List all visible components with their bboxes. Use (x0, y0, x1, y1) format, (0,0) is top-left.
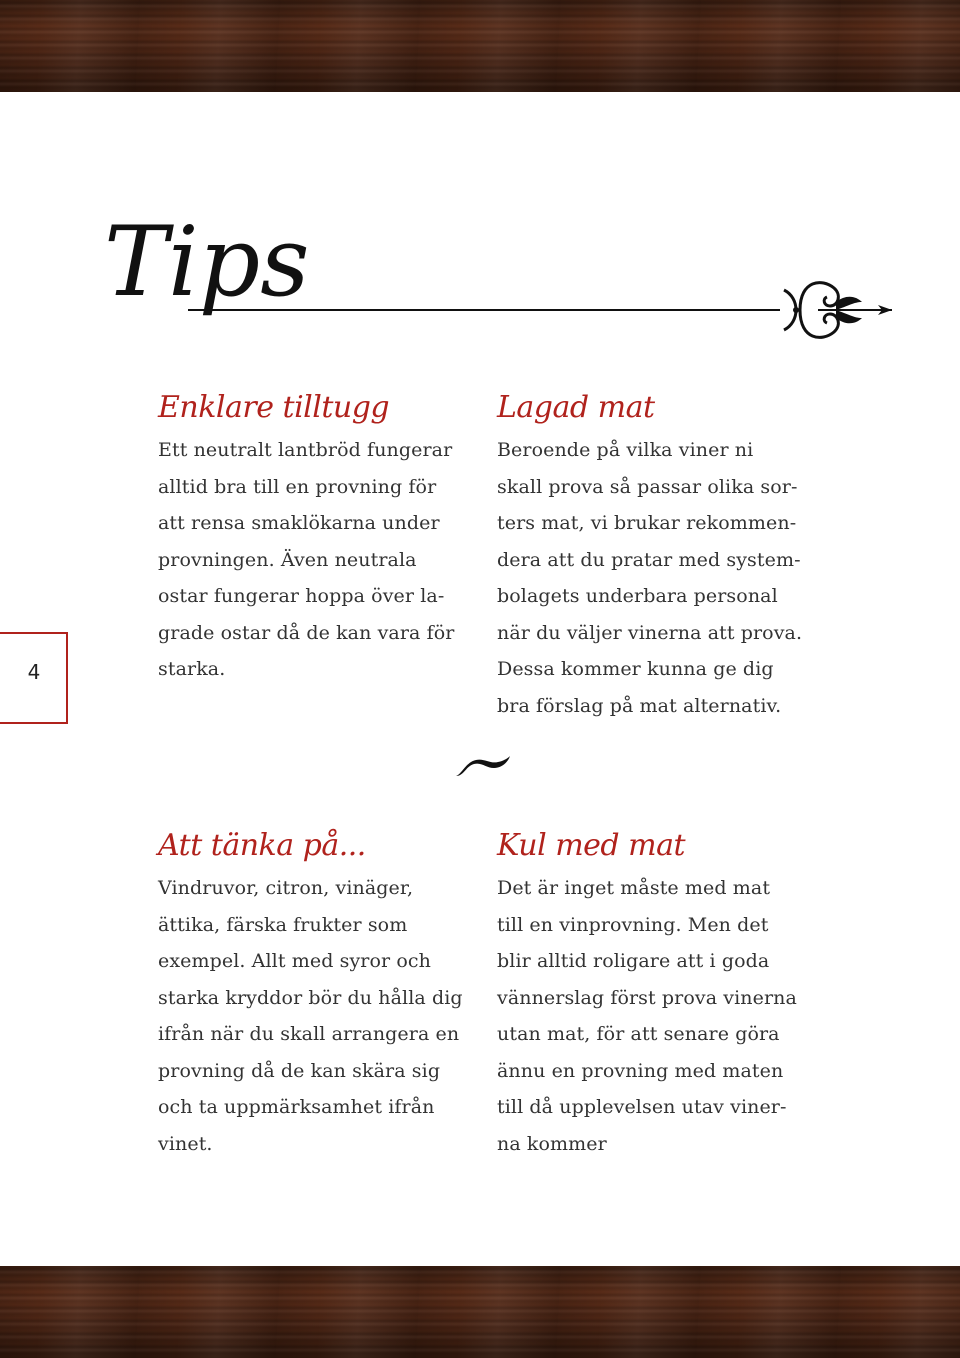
heading-lagad: Lagad mat (497, 390, 655, 425)
text-enklare: Ett neutralt lantbröd fungerar alltid bra till en provning för att rensa smaklökarna under provningen. Även neutrala ostar fungerar hoppa över la- grade ostar då de kan vara för starka. (158, 439, 455, 680)
text-tanka: Vindruvor, citron, vinäger, ättika, färska frukter som exempel. Allt med syror och starka kryddor bör du hålla dig ifrån när du skall arrangera en provning då de kan skära sig och ta uppmärksamhet ifrån vinet. (158, 877, 463, 1155)
wood-banner-bottom (0, 1266, 960, 1358)
heading-enklare: Enklare tilltugg (158, 390, 390, 425)
page-number: 4 (27, 660, 41, 684)
wood-banner-top (0, 0, 960, 92)
heading-kul: Kul med mat (497, 828, 686, 863)
swash-ornament-icon (450, 752, 514, 784)
flourish-ornament-icon (0, 260, 960, 360)
heading-tanka: Att tänka på... (158, 828, 366, 863)
page-title-text: Tips (104, 206, 310, 318)
text-lagad: Beroende på vilka viner ni skall prova så passar olika sor- ters mat, vi brukar rekommen- dera att du pratar med system- bolagets underbara personal när du väljer vinerna att prova. Dessa kommer kunna ge dig bra förslag på mat alternativ. (497, 439, 803, 717)
text-kul: Det är inget måste med mat till en vinprovning. Men det blir alltid roligare att i goda vännerslag först prova vinerna utan mat, för att senare göra ännu en provning med maten till då upplevelsen utav viner- na kommer (497, 877, 797, 1155)
